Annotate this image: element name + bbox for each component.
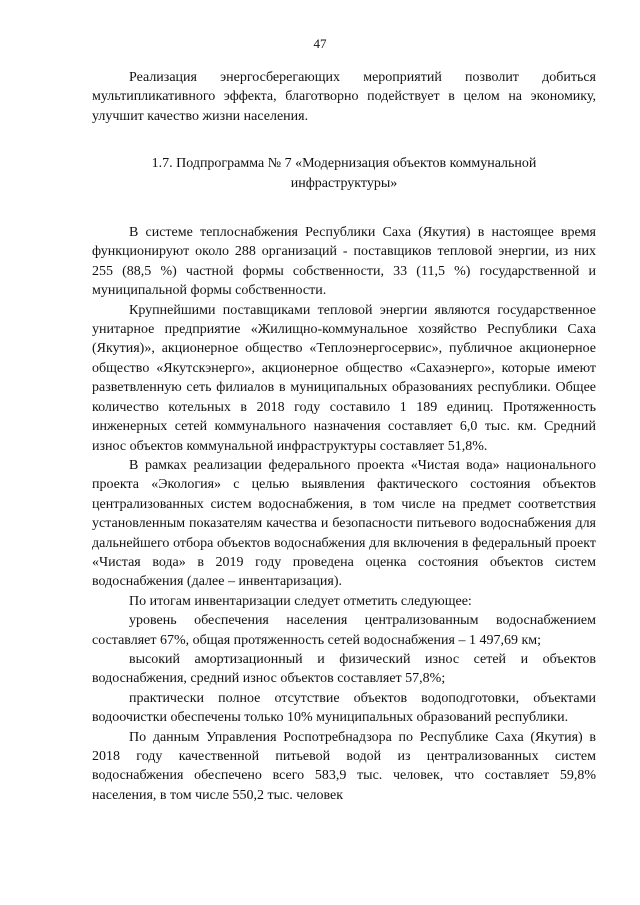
paragraph-heat-supply: В системе теплоснабжения Республики Саха (Якутия) в настоящее время функционируют около 288 организаций - поставщиков тепловой энергии, из них 255 (88,5 %) частной формы собственности, 33 (11,5 %) государственной и муниципальной формы собственности. bbox=[92, 225, 596, 299]
page-number: 47 bbox=[313, 36, 327, 51]
section-heading: 1.7. Подпрограмма № 7 «Модернизация объектов коммунальной инфраструктуры» bbox=[151, 156, 537, 191]
paragraph-water-treatment: практически полное отсутствие объектов водоподготовки, объектами водоочистки обеспечены только 10% муниципальных образований республики. bbox=[92, 690, 596, 726]
paragraph-network-wear: высокий амортизационный и физический износ сетей и объектов водоснабжения, средний износ объектов составляет 57,8%; bbox=[92, 651, 596, 687]
page-content bbox=[92, 68, 596, 805]
paragraph-supply-level: уровень обеспечения населения централизованным водоснабжением составляет 67%, общая протяженность сетей водоснабжения – 1 497,69 км; bbox=[92, 613, 596, 648]
paragraph-rospotrebnadzor: По данным Управления Роспотребнадзора по Республике Саха (Якутия) в 2018 году качественной питьевой водой из централизованных систем водоснабжения обеспечено всего 583,9 тыс. человек, что составляет 59,8% населения, в том числе 550,2 тыс. человек bbox=[92, 729, 596, 803]
paragraph-clean-water-project: В рамках реализации федерального проекта «Чистая вода» национального проекта «Экология» с целью выявления фактического состояния объектов централизованных систем водоснабжения, в том числе на предмет соответствия установленным показателям качества и безопасности питьевого водоснабжения для дальнейшего отбора объектов водоснабжения для включения в федеральный проект «Чистая вода» в 2019 году проведена оценка состояния объектов систем водоснабжения (далее – инвентаризация). bbox=[92, 457, 596, 590]
intro-paragraph: Реализация энергосберегающих мероприятий позволит добиться мультипликативного эффекта, благотворно подействует в целом на экономику, улучшит качество жизни населения. bbox=[92, 70, 596, 124]
paragraph-inventory-results: По итогам инвентаризации следует отметить следующее: bbox=[129, 593, 472, 609]
paragraph-largest-suppliers: Крупнейшими поставщиками тепловой энергии являются государственное унитарное предприятие «Жилищно-коммунальное хозяйство Республики Саха (Якутия)», акционерное общество «Теплоэнергосервис», публичное акционерное общество «Якутскэнерго», акционерное общество «Сахаэнерго», которые имеют разветвленную сеть филиалов в муниципальных образованиях республики. Общее количество котельных в 2018 году составило 1 189 единиц. Протяженность инженерных сетей коммунального назначения составляет 6,0 тыс. км. Средний износ объектов коммунальной инфраструктуры составляет 51,8%. bbox=[92, 302, 596, 454]
